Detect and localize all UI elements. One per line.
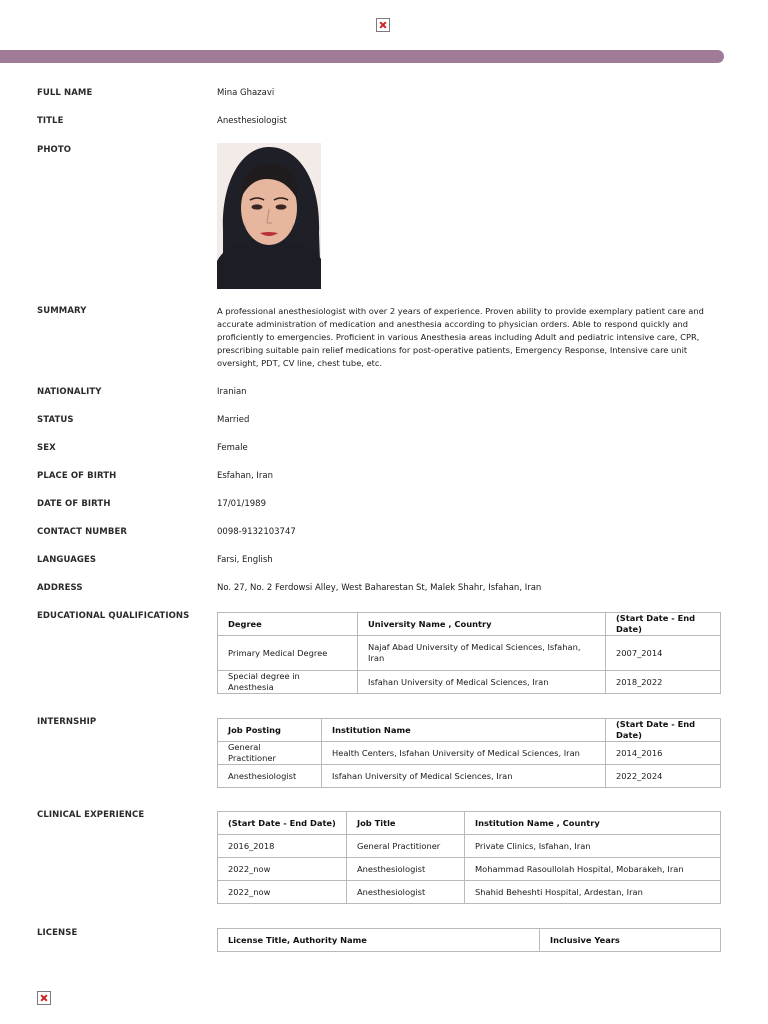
table-cell: Private Clinics, Isfahan, Iran: [465, 835, 721, 858]
contact-number-value: 0098-9132103747: [217, 527, 296, 537]
title-value: Anesthesiologist: [217, 116, 287, 126]
education-table: [217, 612, 721, 694]
nationality-value: Iranian: [217, 387, 247, 397]
table-cell: Special degree in Anesthesia: [218, 671, 358, 694]
column-header: University Name , Country: [358, 613, 606, 636]
place-of-birth-label: PLACE OF BIRTH: [37, 471, 117, 481]
table-cell: Anesthesiologist: [347, 881, 465, 904]
table-cell: 2014_2016: [606, 742, 721, 765]
column-header: Job Title: [347, 812, 465, 835]
table-cell: Mohammad Rasoullolah Hospital, Mobarakeh, Iran: [465, 858, 721, 881]
table-header-row: [218, 613, 721, 636]
table-row: [218, 671, 721, 694]
table-cell: Isfahan University of Medical Sciences, Iran: [358, 671, 606, 694]
summary-text: A professional anesthesiologist with over 2 years of experience. Proven ability to provide exemplary patient care and accurate administration of medication and anesthesia according to physician orders. Able to respond quickly and proficiently to emergencies. Proficient in various Anesthesia areas including Adult and pediatric intensive care, CPR, prescribing suitable pain relief medications for post-operative patients, Emergency Response, Intensive care unit oversight, PDT, CV line, chest tube, etc.: [217, 306, 704, 369]
languages-label: LANGUAGES: [37, 555, 97, 565]
table-header-row: [218, 812, 721, 835]
address-value: No. 27, No. 2 Ferdowsi Alley, West Baharestan St, Malek Shahr, Isfahan, Iran: [217, 583, 542, 593]
header-accent-bar: [0, 50, 724, 63]
table-cell: Najaf Abad University of Medical Sciences, Isfahan, Iran: [358, 636, 606, 671]
table-cell: Isfahan University of Medical Sciences, Iran: [322, 765, 606, 788]
table-cell: 2016_2018: [218, 835, 347, 858]
clinical-experience-label: CLINICAL EXPERIENCE: [37, 810, 145, 820]
status-value: Married: [217, 415, 250, 425]
table-cell: Anesthesiologist: [218, 765, 322, 788]
contact-number-label: CONTACT NUMBER: [37, 527, 127, 537]
table-cell: Shahid Beheshti Hospital, Ardestan, Iran: [465, 881, 721, 904]
photo-label: PHOTO: [37, 145, 72, 155]
table-row: [218, 881, 721, 904]
status-label: STATUS: [37, 415, 74, 425]
clinical-experience-table: [217, 811, 721, 904]
table-cell: General Practitioner: [218, 742, 322, 765]
table-cell: 2007_2014: [606, 636, 721, 671]
column-header: Institution Name , Country: [465, 812, 721, 835]
full-name-label: FULL NAME: [37, 88, 93, 98]
column-header: (Start Date - End Date): [606, 613, 721, 636]
table-row: [218, 835, 721, 858]
column-header: License Title, Authority Name: [218, 929, 540, 952]
column-header: Degree: [218, 613, 358, 636]
table-row: [218, 742, 721, 765]
table-cell: 2022_now: [218, 858, 347, 881]
summary-label: SUMMARY: [37, 306, 87, 316]
table-cell: Primary Medical Degree: [218, 636, 358, 671]
license-label: LICENSE: [37, 928, 78, 938]
nationality-label: NATIONALITY: [37, 387, 102, 397]
full-name-value: Mina Ghazavi: [217, 88, 275, 98]
profile-photo: [217, 143, 321, 289]
date-of-birth-value: 17/01/1989: [217, 499, 266, 509]
languages-value: Farsi, English: [217, 555, 273, 565]
title-label: TITLE: [37, 116, 64, 126]
sex-label: SEX: [37, 443, 56, 453]
table-header-row: [218, 929, 721, 952]
table-cell: General Practitioner: [347, 835, 465, 858]
place-of-birth-value: Esfahan, Iran: [217, 471, 273, 481]
internship-table: [217, 718, 721, 788]
address-label: ADDRESS: [37, 583, 83, 593]
education-label: EDUCATIONAL QUALIFICATIONS: [37, 611, 190, 621]
table-row: [218, 858, 721, 881]
table-row: [218, 765, 721, 788]
table-header-row: [218, 719, 721, 742]
table-cell: Anesthesiologist: [347, 858, 465, 881]
date-of-birth-label: DATE OF BIRTH: [37, 499, 111, 509]
table-cell: 2022_2024: [606, 765, 721, 788]
broken-image-icon: [376, 18, 390, 32]
column-header: Job Posting: [218, 719, 322, 742]
license-table: [217, 928, 721, 952]
table-cell: Health Centers, Isfahan University of Medical Sciences, Iran: [322, 742, 606, 765]
table-cell: 2022_now: [218, 881, 347, 904]
column-header: (Start Date - End Date): [218, 812, 347, 835]
table-row: [218, 636, 721, 671]
broken-image-icon: [37, 991, 51, 1005]
table-cell: 2018_2022: [606, 671, 721, 694]
column-header: (Start Date - End Date): [606, 719, 721, 742]
column-header: Institution Name: [322, 719, 606, 742]
sex-value: Female: [217, 443, 248, 453]
column-header: Inclusive Years: [540, 929, 721, 952]
internship-label: INTERNSHIP: [37, 717, 97, 727]
